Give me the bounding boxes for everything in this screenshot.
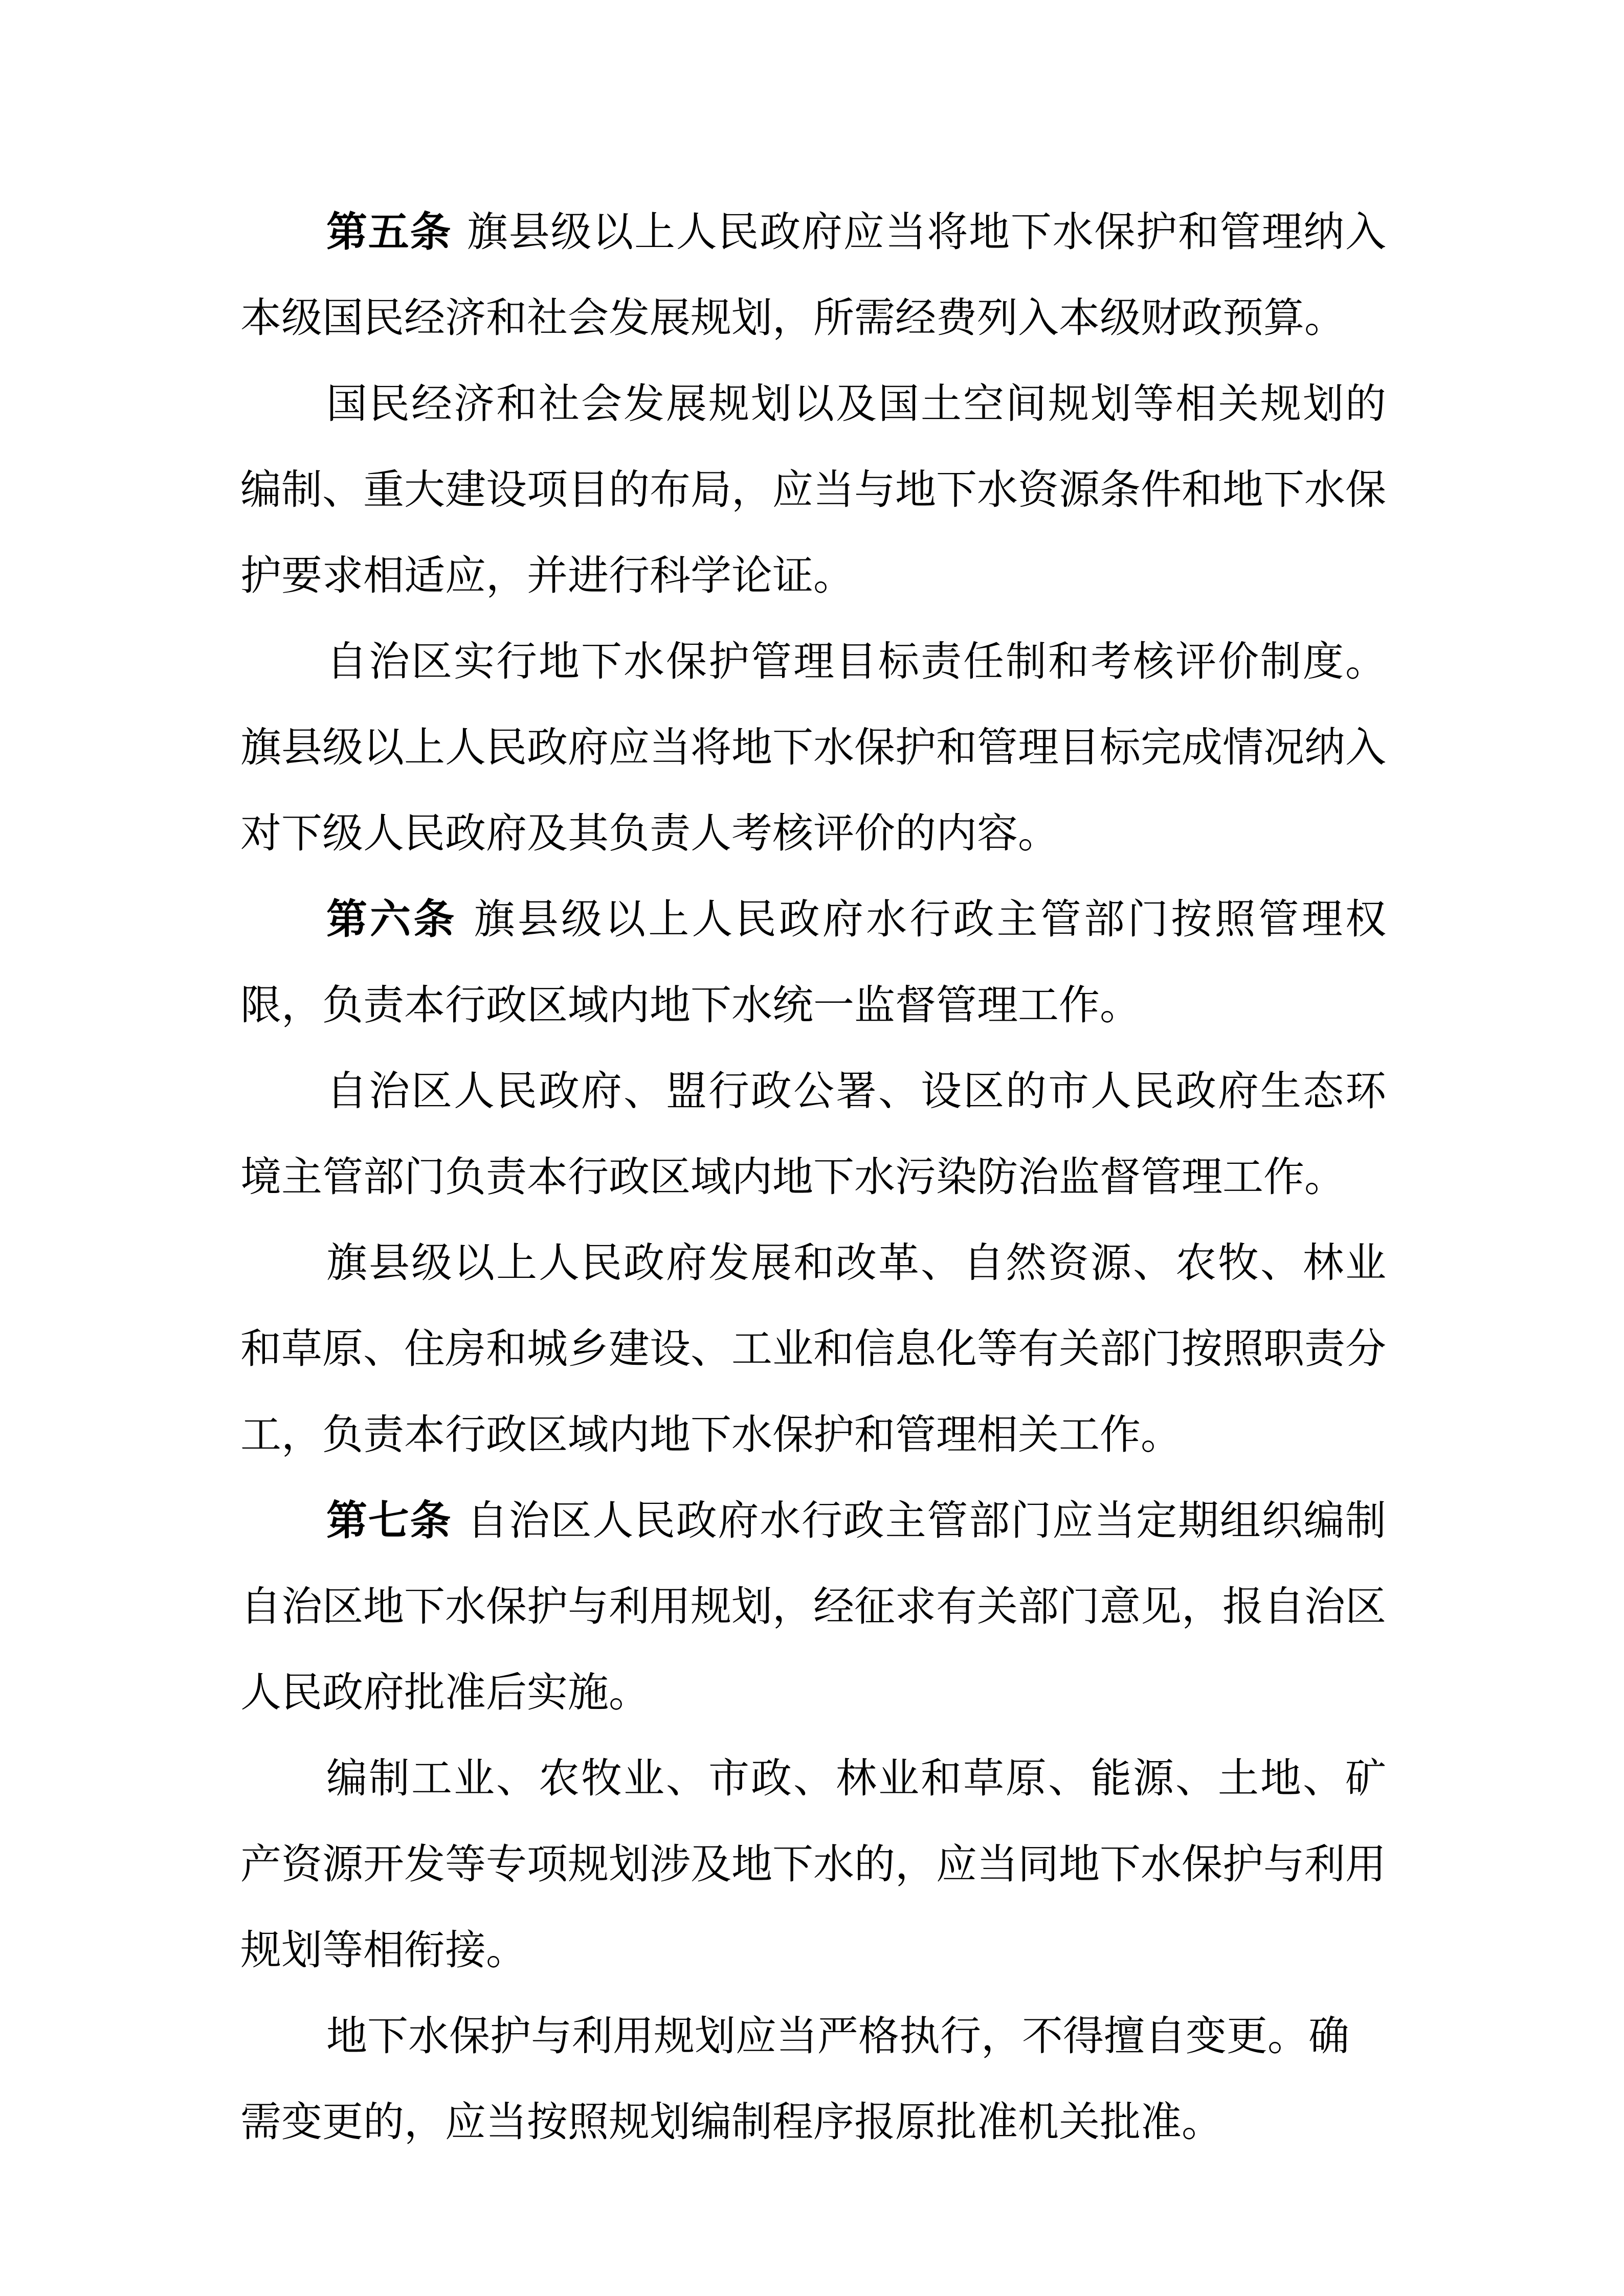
paragraph-text: 自治区人民政府、盟行政公署、设区的市人民政府生态环境主管部门负责本行政区域内地下水污染防治监督管理工作。 [240,1067,1386,1201]
paragraph-article-7 [240,1478,1386,1736]
paragraph-text: 地下水保护与利用规划应当严格执行，不得擅自变更。确需变更的，应当按照规划编制程序报原批准机关批准。 [240,2012,1349,2146]
paragraph-text: 国民经济和社会发展规划以及国土空间规划等相关规划的编制、重大建设项目的布局，应当与地下水资源条件和地下水保护要求相适应，并进行科学论证。 [240,380,1386,599]
document-body [240,189,1386,2165]
paragraph-article-7-p3 [240,1993,1386,2165]
paragraph-text: 编制工业、农牧业、市政、林业和草原、能源、土地、矿产资源开发等专项规划涉及地下水的，应当同地下水保护与利用规划等相衔接。 [240,1754,1386,1974]
paragraph-text: 自治区实行地下水保护管理目标责任制和考核评价制度。旗县级以上人民政府应当将地下水保护和管理目标完成情况纳入对下级人民政府及其负责人考核评价的内容。 [240,638,1386,857]
article-number-label: 第七条 [326,1497,467,1544]
article-number-label: 第五条 [326,208,467,256]
paragraph-article-5-p2 [240,361,1386,619]
paragraph-article-5 [240,189,1386,361]
paragraph-text: 自治区人民政府水行政主管部门应当定期组织编制自治区地下水保护与利用规划，经征求有关部门意见，报自治区人民政府批准后实施。 [240,1497,1386,1716]
paragraph-text: 旗县级以上人民政府水行政主管部门按照管理权限，负责本行政区域内地下水统一监督管理工作。 [240,895,1386,1029]
article-number-label: 第六条 [326,895,474,943]
paragraph-text: 旗县级以上人民政府应当将地下水保护和管理纳入本级国民经济和社会发展规划，所需经费列入本级财政预算。 [240,208,1386,342]
paragraph-article-6-p2 [240,1048,1386,1220]
paragraph-article-6-p3 [240,1220,1386,1478]
paragraph-text: 旗县级以上人民政府发展和改革、自然资源、农牧、林业和草原、住房和城乡建设、工业和信息化等有关部门按照职责分工，负责本行政区域内地下水保护和管理相关工作。 [240,1239,1386,1458]
paragraph-article-5-p3 [240,619,1386,876]
paragraph-article-6 [240,876,1386,1048]
paragraph-article-7-p2 [240,1736,1386,1993]
